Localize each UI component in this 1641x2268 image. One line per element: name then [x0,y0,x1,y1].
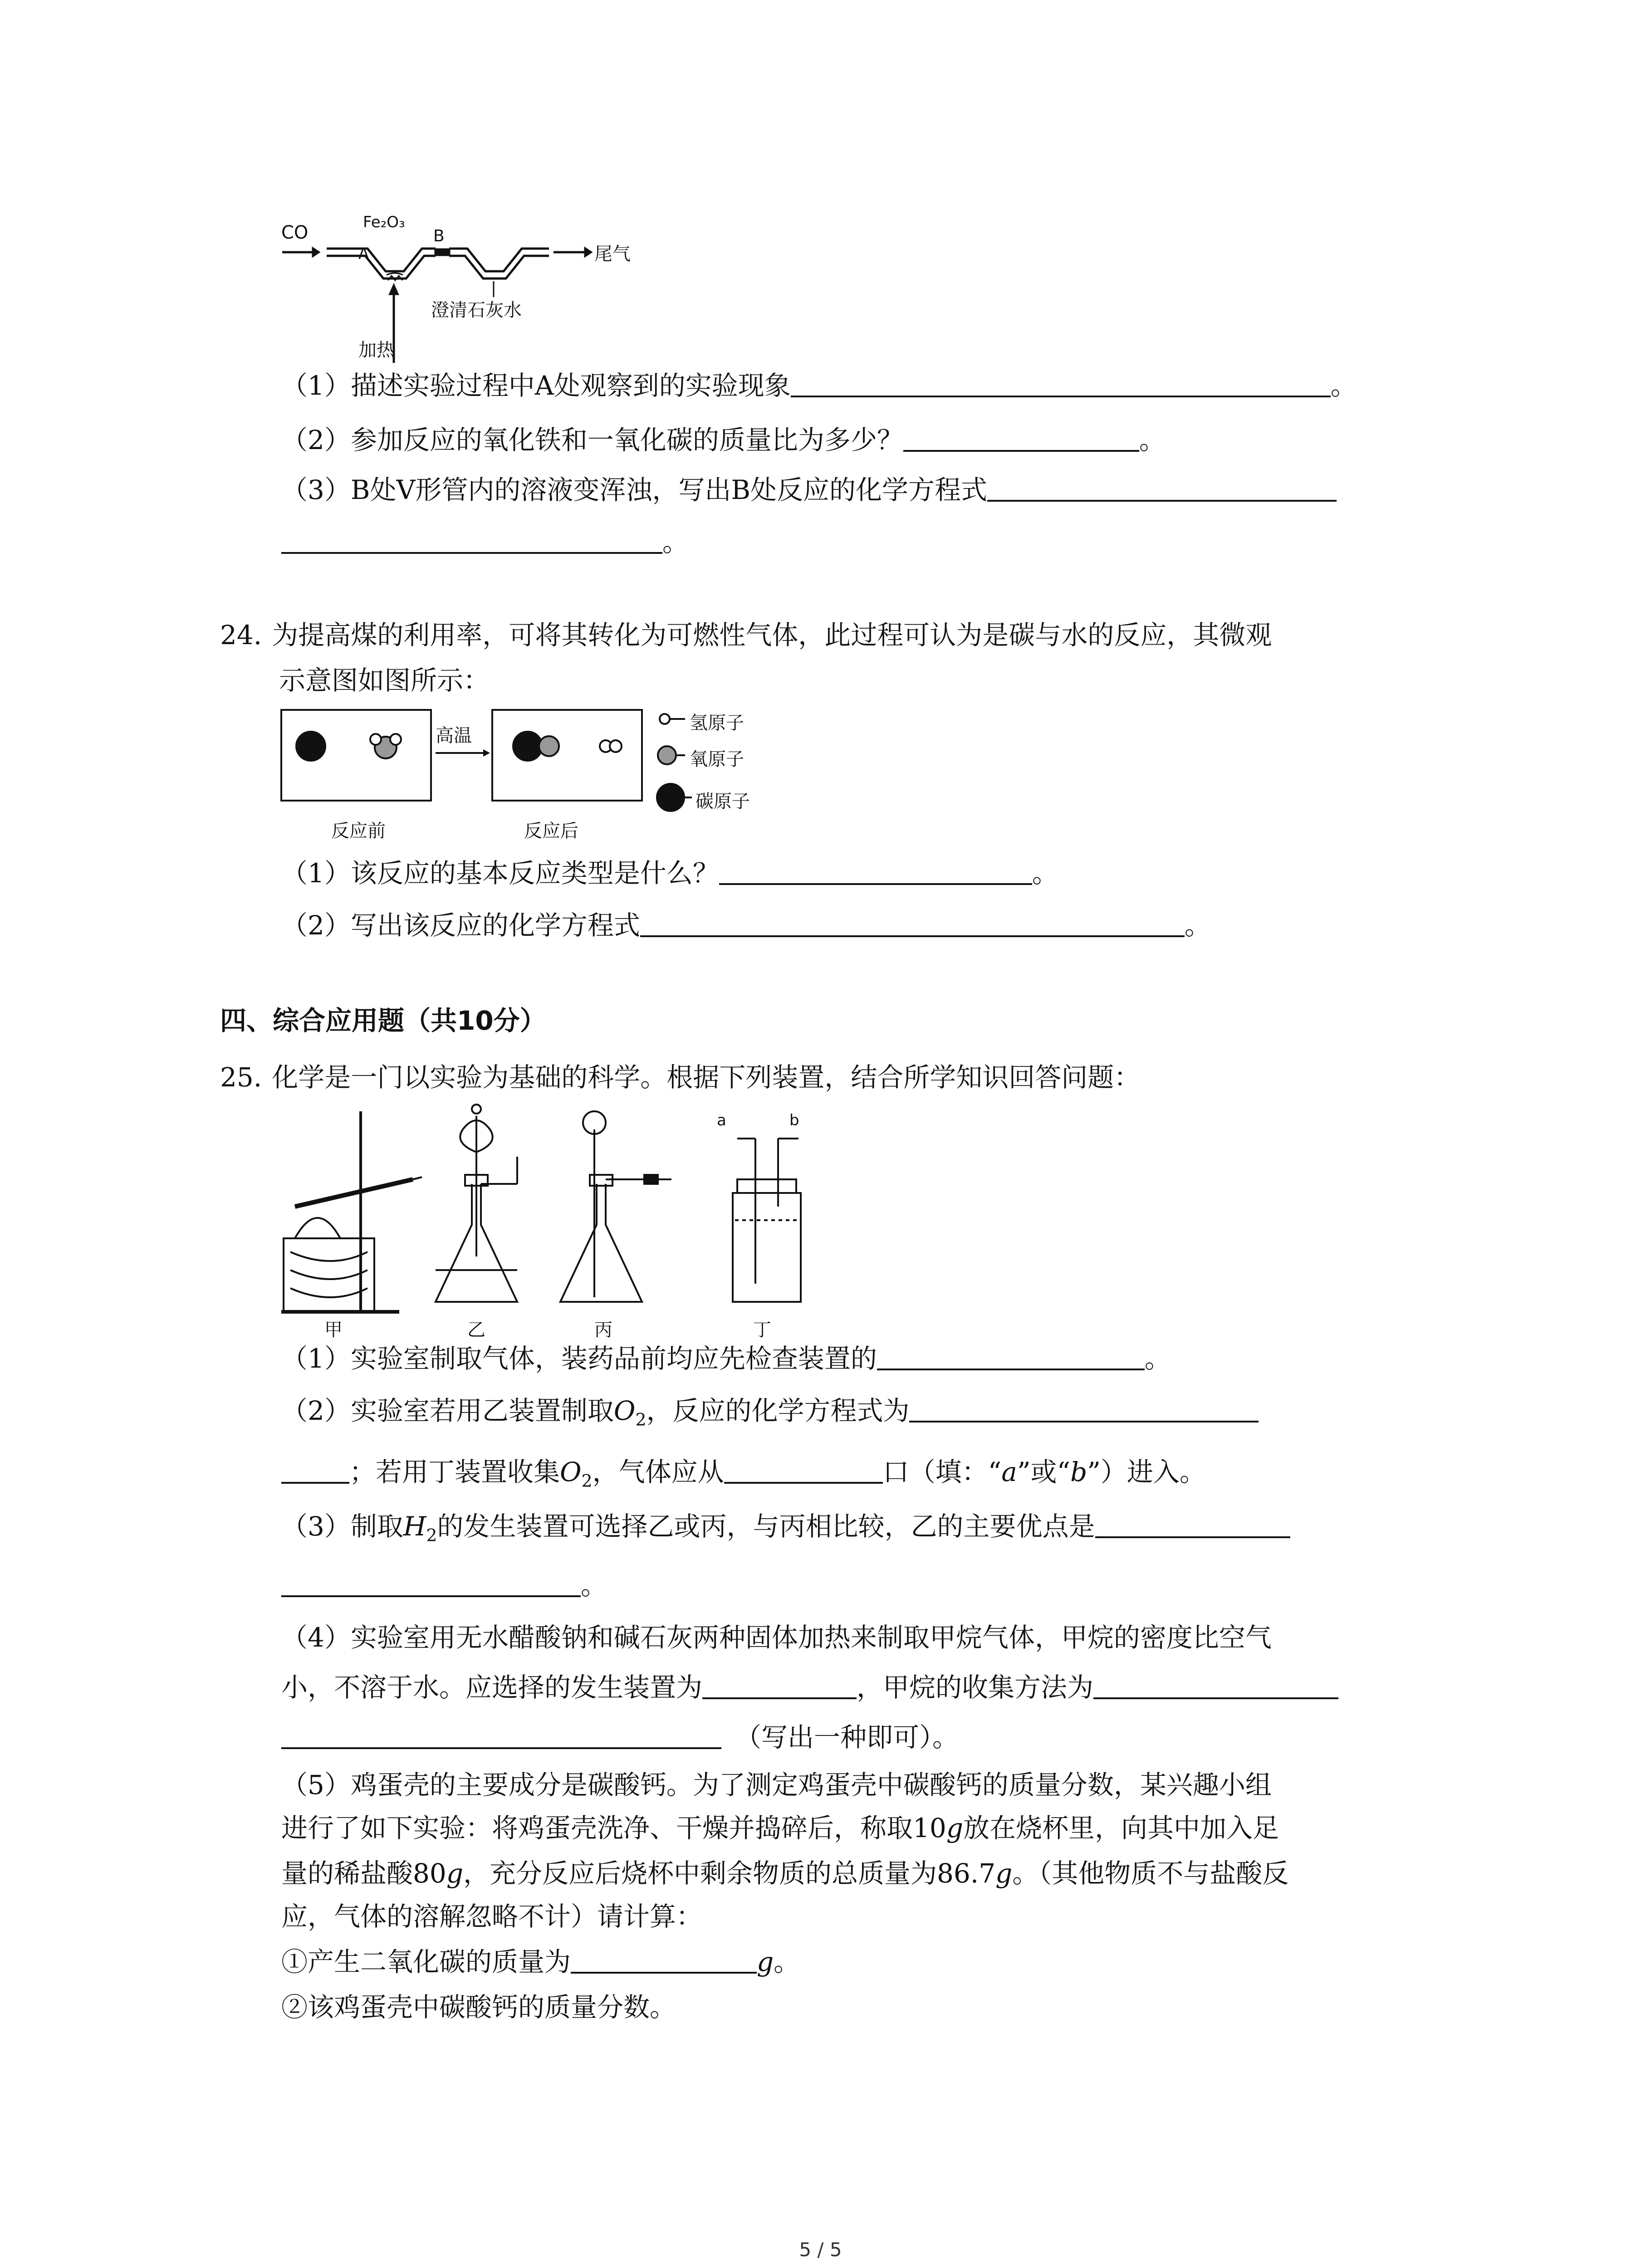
q25-part2: （2）实验室若用乙装置制取$O_2$，反应的化学方程式为 [281,1393,1259,1438]
q25-co2-mass-blank[interactable] [571,1945,757,1974]
q23-part1-blank[interactable] [791,369,1331,397]
q24-part1: （1）该反应的基本反应类型是什么？ 。 [281,858,1058,889]
label-yi: 乙 [467,1320,485,1340]
label-before: 反应前 [331,821,386,841]
section-4-title: 四、综合应用题（共10分） [220,1005,546,1036]
q25-part2-cont: ；若用丁装置收集$O_2$，气体应从 口（填：“a”或“b”）进入。 [281,1454,1206,1499]
q25-part4-line2: 小，不溶于水。应选择的发生装置为 ，甲烷的收集方法为 [281,1669,1338,1706]
legend-hydrogen: 氢原子 [690,713,744,733]
q25-part4-line3: （写出一种即可）。 [281,1719,959,1755]
q24-part2: （2）写出该反应的化学方程式 。 [281,910,1211,941]
q23-part2-blank[interactable] [903,424,1139,452]
label-limewater: 澄清石灰水 [431,300,522,321]
label-heat: 加热 [358,340,395,361]
label-jia: 甲 [324,1320,343,1340]
label-ding: 丁 [753,1320,771,1340]
q25-part1-blank[interactable] [877,1342,1145,1370]
q24-part1-blank[interactable] [719,857,1032,885]
label-port-b: b [789,1111,799,1129]
label-b: B [433,227,445,245]
q25-part4: （4）实验室用无水醋酸钠和碱石灰两种固体加热来制取甲烷气体，甲烷的密度比空气 [281,1622,1272,1653]
q25-part5: （5）鸡蛋壳的主要成分是碳酸钙。为了测定鸡蛋壳中碳酸钙的质量分数，某兴趣小组 [281,1769,1272,1800]
label-fe2o3: Fe₂O₃ [363,213,405,231]
figure-q25-apparatus [281,1102,871,1338]
q25-part3-blank-b[interactable] [281,1569,581,1597]
q25-part4-method-blank-a[interactable] [1093,1671,1338,1699]
q25-stem: 25. 化学是一门以实验为基础的科学。根据下列装置，结合所学知识回答问题： [220,1062,1141,1093]
label-bing: 丙 [594,1320,612,1340]
q25-part3-cont: 。 [281,1567,607,1603]
label-exhaust: 尾气 [594,244,631,264]
label-high-temp: 高温 [436,725,472,746]
q25-port-blank[interactable] [724,1456,883,1484]
figure-q24-micro-diagram [279,708,801,853]
label-port-a: a [717,1111,726,1129]
legend-oxygen: 氧原子 [690,749,744,770]
q25-part5-line4: 应，气体的溶解忽略不计）请计算： [281,1901,703,1932]
q23-part1: （1）描述实验过程中A处观察到的实验现象 。 [281,370,1357,401]
q25-part3-blank-a[interactable] [1095,1510,1290,1538]
label-after: 反应后 [524,821,578,841]
q25-part4-device-blank[interactable] [702,1671,857,1699]
q25-calc1: ①产生二氧化碳的质量为 g。 [281,1946,800,1977]
q23-part2: （2）参加反应的氧化铁和一氧化碳的质量比为多少？ 。 [281,425,1166,455]
q23-part3-cont: 。 [281,524,689,560]
q24-stem: 24. 为提高煤的利用率，可将其转化为可燃性气体，此过程可认为是碳与水的反应，其微观 [220,620,1272,650]
q25-part2-blank-eq-b[interactable] [281,1456,349,1484]
q24-part2-blank[interactable] [640,909,1185,937]
q25-calc2: ②该鸡蛋壳中碳酸钙的质量分数。 [281,1992,676,2023]
label-a: A [358,245,369,263]
figure-q23-apparatus [277,213,631,363]
q23-part3-blank-a[interactable] [987,474,1337,502]
q23-part3-blank-b[interactable] [281,526,662,554]
q23-part3: （3）B处V形管内的溶液变浑浊，写出B处反应的化学方程式 [281,472,1337,508]
apparatus-set [281,1102,871,1338]
q25-part5-line2: 进行了如下实验：将鸡蛋壳洗净、干燥并捣碎后，称取10g放在烧杯里，向其中加入足 [281,1813,1279,1843]
q25-part2-blank-eq-a[interactable] [909,1394,1259,1422]
legend-carbon: 碳原子 [696,791,750,812]
q25-part4-method-blank-b[interactable] [281,1721,721,1749]
q24-stem-cont: 示意图如图所示： [279,665,490,696]
q25-part5-line3: 量的稀盐酸80g，充分反应后烧杯中剩余物质的总质量为86.7g。（其他物质不与盐酸反 [281,1858,1289,1889]
label-co: CO [281,222,309,243]
q25-part1: （1）实验室制取气体，装药品前均应先检查装置的 。 [281,1343,1171,1374]
page-number: 5 / 5 [799,2239,842,2261]
q25-part3: （3）制取$H_2$的发生装置可选择乙或丙，与丙相比较，乙的主要优点是 [281,1508,1290,1554]
